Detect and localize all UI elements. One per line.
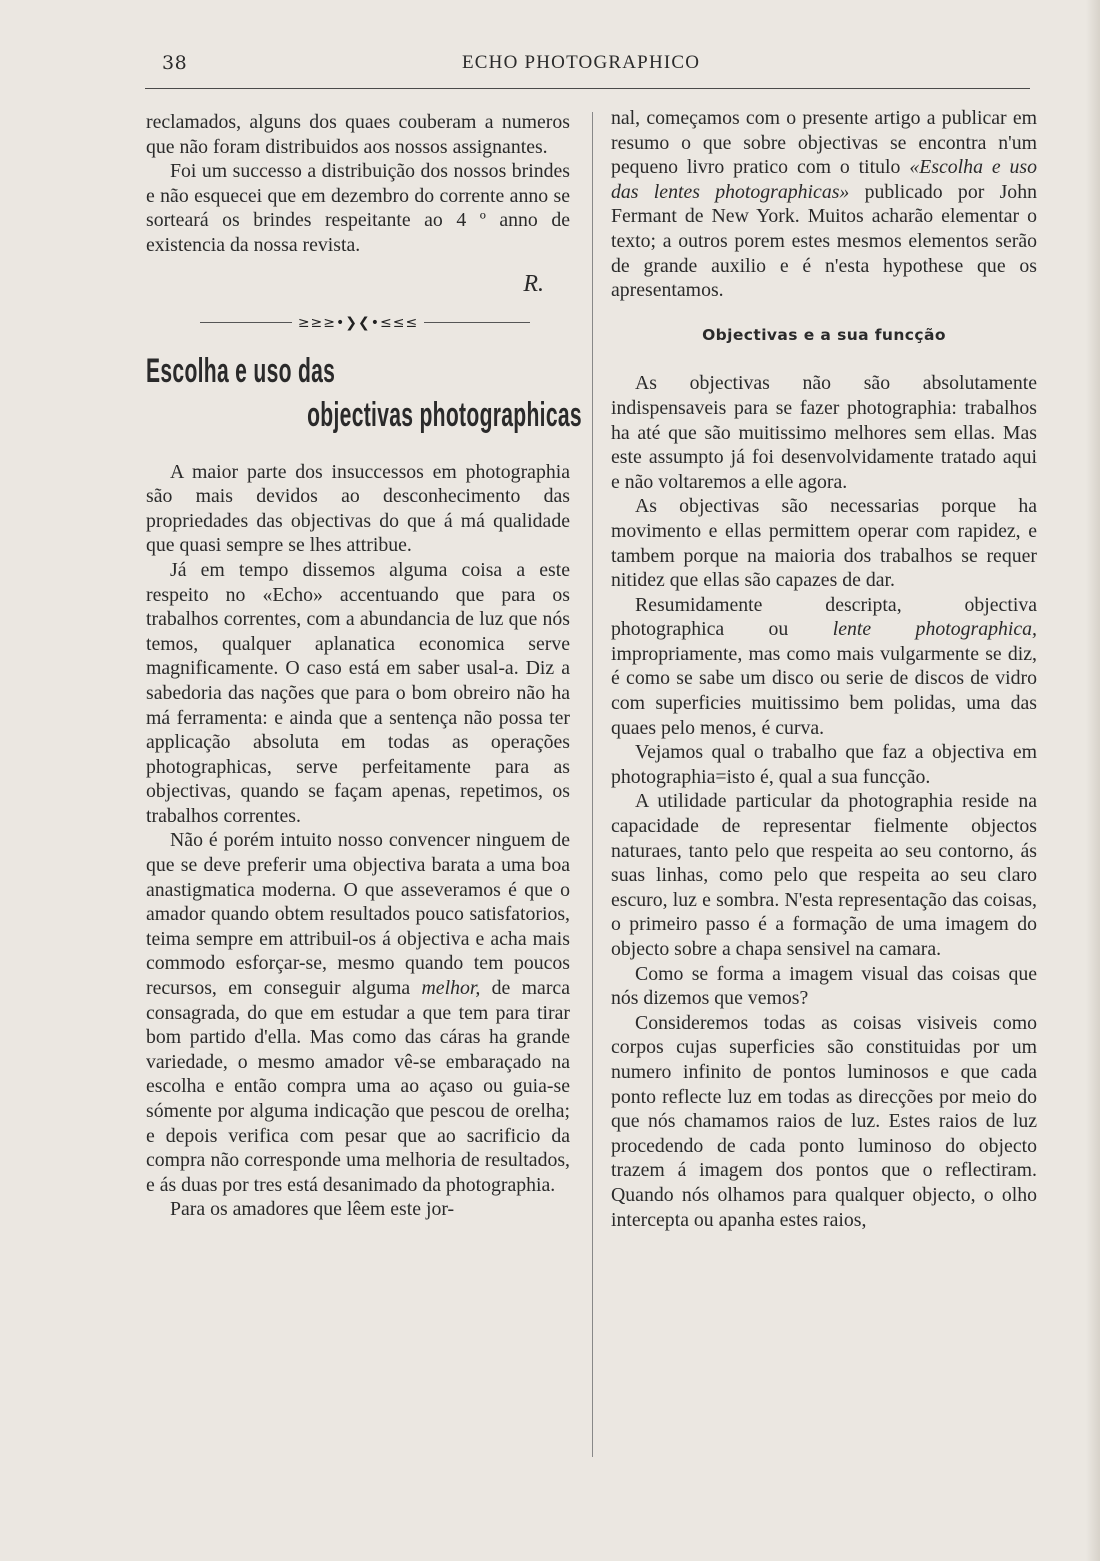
article-paragraph: Vejamos qual o trabalho que faz a objectiva em photographia=isto é, qual a sua funcção.	[611, 741, 1037, 788]
paragraph-text: Não é porém intuito nosso convencer ninguem de que se deve preferir uma objectiva barata a uma boa anastigmatica moderna. O que asseveramos é que o amador quando obtem resultados pouco satisfatorios, teima sempre em attribuil-os á objectiva e acha mais commodo esforçar-se, mesmo quando tem poucos recursos, em conseguir alguma	[146, 829, 570, 1000]
paragraph-text: nal, começamos com o presente artigo a publicar em resumo o que sobre objectivas se encontra n'um pequeno livro pratico com o titulo	[611, 107, 1037, 179]
page-header	[160, 48, 1040, 80]
paragraph-text: publicado por John Fermant de New York. Muitos acharão elementar o texto; a outros porem estes mesmos elementos serão de grande auxilio e é n'esta hypothese que os apresentamos.	[611, 180, 1037, 302]
article-paragraph: A maior parte dos insuccessos em photographia são mais devidos ao desconhecimento das propriedades das objectivas do que á má qualidade que quasi sempre se lhes attribue.	[146, 460, 570, 557]
intro-paragraph: Foi um successo a distribuição dos nossos brindes e não esquecei que em dezembro do corrente anno se sorteará os brindes respeitante ao 4 º anno de existencia da nossa revista.	[146, 160, 570, 256]
author-signature: R.	[523, 270, 544, 297]
left-column	[146, 110, 582, 1222]
paragraph-text: impropriamente, mas como mais vulgarmente se diz, é como se sabe um disco ou serie de discos de vidro com superficies muitissimo bem polidas, uma das quaes pelo menos, é curva.	[611, 642, 1037, 739]
article-paragraph: Para os amadores que lêem este jor-	[170, 1198, 455, 1221]
article-paragraph	[611, 106, 1037, 303]
article-title	[146, 351, 582, 440]
article-paragraph: Consideremos todas as coisas visiveis como corpos cujas superficies são constituidas por um numero infinito de pontos luminosos e que cada ponto reflecte luz em todas as direcções por meio do que nós chamamos raios de luz. Estes raios de luz procedendo de cada ponto luminoso do objecto trazem á imagem dos pontos que o reflectiram. Quando nós olhamos para qualquer objecto, o olho intercepta ou apanha estes raios,	[611, 1011, 1037, 1231]
article-paragraph: As objectivas não são absolutamente indispensaveis para se fazer photographia: trabalhos ha até que são muitissimo melhores sem ellas. Mas este assumpto já foi desenvolvidamente tratado aqui e não voltaremos a elle agora.	[611, 372, 1037, 493]
page-number: 38	[162, 52, 188, 74]
paragraph-text: Resumidamente descripta, objectiva photographica ou	[611, 593, 1037, 641]
article-paragraph	[146, 828, 570, 1197]
ornament-glyphs: ≥≥≥•❯❮•≤≤≤	[292, 315, 424, 331]
section-heading: Objectivas e a sua funcção	[702, 325, 946, 344]
article-title-line-2: objectivas photographicas	[307, 395, 582, 434]
article-paragraph: Já em tempo dissemos alguma coisa a este respeito no «Echo» accentuando que para os trabalhos correntes, com a abundancia de luz que nós temos, qualquer aplanatica economica serve magnificamente. O caso está em saber usal-a. Diz a sabedoria das nações que para o bom obreiro não ha má ferramenta: e ainda que a sentença não possa ter applicação absoluta em todas as operações photographicas, serve perfeitamente para as objectivas, quando se façam apenas, repetimos, os trabalhos correntes.	[146, 558, 570, 827]
italic-book-title: «Escolha e uso das lentes photographicas»	[611, 156, 1037, 203]
page-edge	[1086, 0, 1100, 1561]
italic-term: lente photographica,	[832, 618, 1037, 641]
right-column	[611, 106, 1037, 1232]
intro-paragraph: reclamados, alguns dos quaes couberam a numeros que não foram distribuidos aos nossos assignantes.	[146, 111, 570, 158]
column-divider	[592, 112, 593, 1457]
article-paragraph: A utilidade particular da photographia reside na capacidade de representar fielmente objectos naturaes, tanto pelo que respeita ao seu contorno, ás suas linhas, como pelo que respeita ao seu claro escuro, luz e sombra. N'esta representação das coisas, o primeiro passo é a formação de uma imagem do objecto sobre a chapa sensivel na camara.	[611, 790, 1037, 960]
article-paragraph: As objectivas são necessarias porque ha movimento e ellas permittem operar com rapidez, e tambem porque na maioria dos trabalhos se requer nitidez que ellas são capazes de dar.	[611, 495, 1037, 592]
paragraph-text: de marca consagrada, do que em estudar a que tem para tirar bom partido d'ella. Mas como das cáras ha grande variedade, o mesmo amador vê-se embaraçado na escolha e então compra uma ao açaso ou guia-se sómente por alguma indicação que pescou de orelha; e depois verifica com pesar que ao sacrificio da compra não corresponde uma melhoria de resultados, e ás duas por tres está desanimado da photographia.	[146, 977, 570, 1196]
article-paragraph: Como se forma a imagem visual das coisas que nós dizemos que vemos?	[611, 962, 1037, 1010]
section-ornament	[146, 308, 570, 338]
running-title: ECHO PHOTOGRAPHICO	[462, 52, 701, 73]
header-rule	[145, 88, 1030, 89]
italic-term: melhor,	[421, 977, 481, 1000]
article-paragraph	[611, 593, 1037, 741]
article-title-line-1: Escolha e uso das	[146, 351, 336, 390]
